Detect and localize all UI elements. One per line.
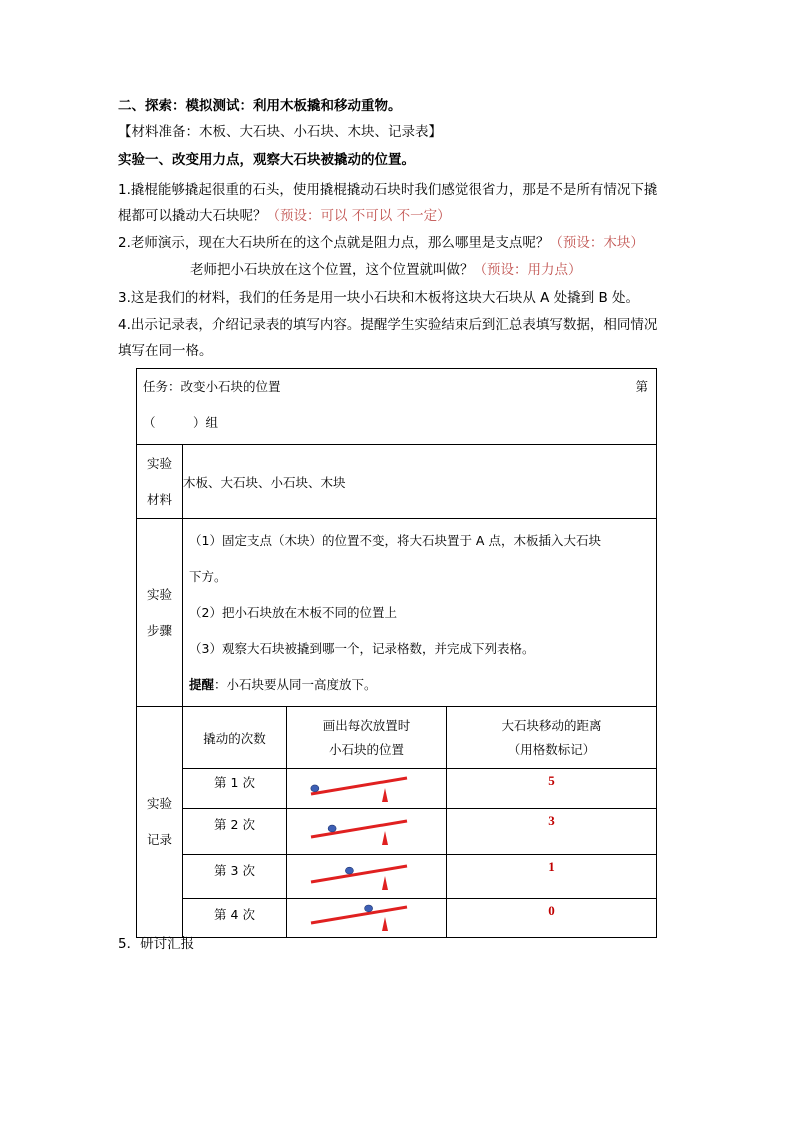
lever-board [311,778,407,794]
para-1-text: 棍都可以撬动大石块呢？ [118,208,267,224]
lever-diagram [287,899,445,937]
materials-row [137,445,657,519]
lever-diagram [287,770,445,808]
para-2-line-1 [118,233,644,253]
row-label: 第 1 次 [183,769,287,809]
step-1a: （1）固定支点（木块）的位置不变，将大石块置于 A 点，木板插入大石块 [189,532,601,548]
reminder-text: ：小石块要从同一高度放下。 [214,676,377,692]
record-label [137,707,183,938]
col-header-distance [447,707,657,769]
group-prefix: 第 [635,379,649,394]
materials-line: 【材料准备：木板、大石块、小石块、木块、记录表】 [118,124,442,140]
step-1b: 下方。 [189,568,227,584]
small-stone [345,867,353,874]
materials-label-1: 实验 [146,455,172,471]
col-header-position [287,707,447,769]
lever-cell [287,855,447,899]
preset-answer-1: （预设：可以 不可以 不一定） [266,208,451,224]
section-heading: 二、探索：模拟测试：利用木板撬和移动重物。 [118,98,402,114]
reminder [183,667,656,703]
experiment-title: 实验一、改变用力点，观察大石块被撬动的位置。 [118,152,415,168]
record-label-1: 实验 [146,796,172,811]
materials-label [137,445,183,519]
steps-label-1: 实验 [146,586,172,602]
col-header-distance-2: （用格数标记） [507,741,596,757]
record-row [137,809,657,855]
materials-cell: 木板、大石块、小石块、木块 [183,445,657,519]
steps-label-2: 步骤 [146,622,172,638]
lever-diagram [287,858,445,896]
steps-cell [183,519,657,707]
small-stone [365,905,373,912]
distance-value: 0 [447,899,657,938]
para-2-line-2 [190,260,582,280]
row-label: 第 4 次 [183,899,287,938]
task-text: 任务：改变小石块的位置 [143,379,281,394]
record-row [137,769,657,809]
para-4-line-2: 填写在同一格。 [118,343,213,359]
para-4-line-1: 4.出示记录表，介绍记录表的填写内容。提醒学生实验结束后到汇总表填写数据，相同情况 [118,317,658,333]
record-label-2: 记录 [146,832,172,847]
para-1-line-1: 1.撬棍能够撬起很重的石头，使用撬棍撬动石块时我们感觉很省力，那是不是所有情况下撬 [118,182,658,198]
lever-board [311,907,407,923]
distance-value: 5 [447,769,657,809]
col-header-times: 撬动的次数 [183,707,287,769]
step-2: （2）把小石块放在木板不同的位置上 [189,604,397,620]
col-header-distance-1: 大石块移动的距离 [501,717,602,733]
lever-cell [287,769,447,809]
lever-cell [287,899,447,938]
steps-row [137,519,657,707]
group-label: （ ）组 [143,415,219,430]
lever-cell [287,809,447,855]
record-table [136,368,657,938]
steps-label [137,519,183,707]
step-3: （3）观察大石块被撬到哪一个，记录格数，并完成下列表格。 [189,640,535,656]
row-label: 第 3 次 [183,855,287,899]
task-row [137,369,657,445]
lever-board [311,821,407,837]
lever-diagram [287,813,445,851]
record-row [137,899,657,938]
para-2-text: 2.老师演示，现在大石块所在的这个点就是阻力点，那么哪里是支点呢？ [118,235,550,251]
fulcrum-triangle [382,831,388,845]
para-3: 3.这是我们的材料，我们的任务是用一块小石块和木板将这块大石块从 A 处撬到 B 处。 [118,290,640,306]
fulcrum-triangle [382,876,388,890]
record-header-row [137,707,657,769]
record-row [137,855,657,899]
col-header-position-2: 小石块的位置 [328,741,404,757]
materials-label-2: 材料 [146,491,172,507]
small-stone [311,784,319,791]
fulcrum-triangle [382,917,388,931]
task-cell [137,369,657,445]
para-1-line-2 [118,206,451,226]
fulcrum-triangle [382,788,388,802]
lever-board [311,866,407,882]
small-stone [328,825,336,832]
section-5: 5．研讨汇报 [118,936,195,952]
row-label: 第 2 次 [183,809,287,855]
distance-value: 3 [447,809,657,855]
para-2-text-b: 老师把小石块放在这个位置，这个位置就叫做？ [190,262,474,278]
col-header-position-1: 画出每次放置时 [322,717,411,733]
preset-answer-2: （预设：木块） [549,235,644,251]
preset-answer-3: （预设：用力点） [473,262,582,278]
distance-value: 1 [447,855,657,899]
reminder-label: 提醒 [189,676,215,692]
